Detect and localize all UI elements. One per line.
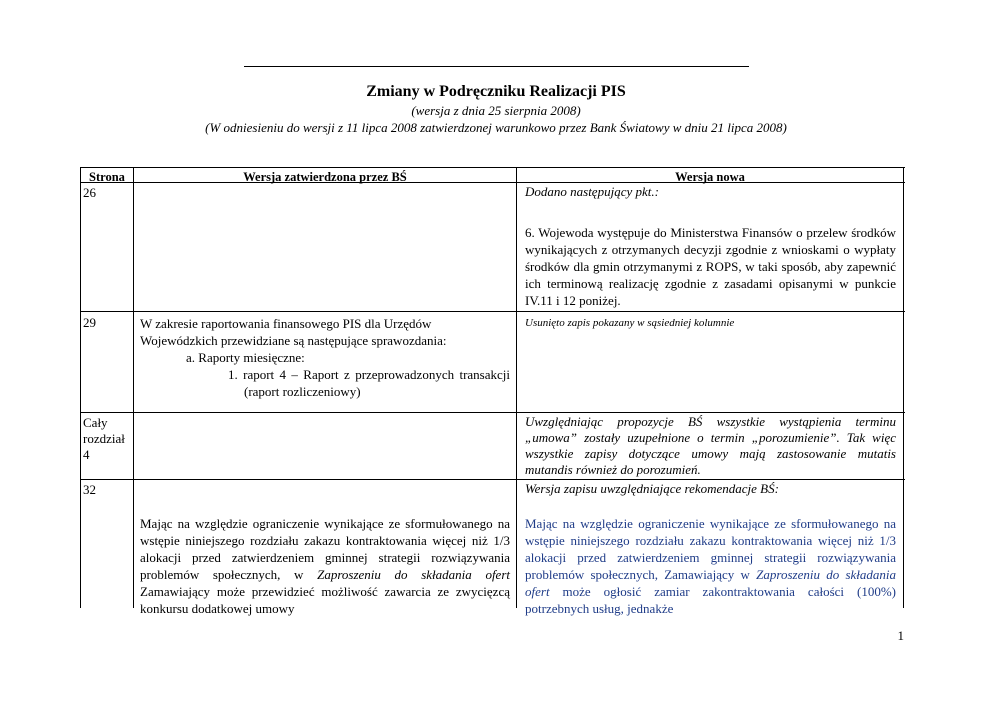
row4-page: 32 xyxy=(83,482,96,497)
row4-new-body-part2: może ogłosić zamiar zakontraktowania całości (100%) potrzebnych usług, jednakże xyxy=(525,584,896,616)
column-header-page: Strona xyxy=(89,170,125,184)
document-subtitle: (wersja z dnia 25 sierpnia 2008) xyxy=(411,103,581,118)
row1-new-body: 6. Wojewoda występuje do Ministerstwa Finansów o przelew środków wynikających z otrzymanych decyzji zgodnie z wnioskami o wypłaty środków dla gmin otrzymanymi z ROPS, w taki sposób, aby zapewnić ich terminową realizację zgodnie z zasadami opisanymi w punkcie IV.11 i 12 poniżej. xyxy=(525,225,896,308)
column-header-approved: Wersja zatwierdzona przez BŚ xyxy=(243,170,407,184)
table-border-left xyxy=(80,168,81,608)
header-rule xyxy=(244,66,749,67)
row2-approved-intro: W zakresie raportowania finansowego PIS dla Urzędów Wojewódzkich przewidziane są następujące sprawozdania: xyxy=(140,316,447,348)
row4-new-body xyxy=(525,515,896,617)
column-divider-1 xyxy=(133,168,134,608)
row2-page: 29 xyxy=(83,315,96,330)
row-divider-2 xyxy=(80,412,905,413)
table-border-right xyxy=(903,168,904,608)
row1-page: 26 xyxy=(83,185,96,200)
row4-new-body-part1: Mając na względzie ograniczenie wynikające ze sformułowanego na wstępie niniejszego rozdziału zakazu kontraktowania więcej niż 1/3 alokacji przed zatwierdzeniem gminnej strategii rozwiązywania problemów społecznych, Zamawiający w xyxy=(525,516,896,582)
changes-table xyxy=(80,167,905,616)
row2-approved-item-a: a. Raporty miesięczne: xyxy=(186,350,305,365)
row3-page: Cały rozdział 4 xyxy=(83,415,125,462)
row1-new-intro: Dodano następujący pkt.: xyxy=(525,184,659,199)
row3-new: Uwzględniając propozycje BŚ wszystkie wystąpienia terminu „umowa” zostały uzupełnione o termin „porozumienie”. Tak więc wszystkie zapisy dotyczące umowy mają zastosowanie mutatis mutandis również do porozumień. xyxy=(525,414,896,477)
row4-approved-body-emphasis: Zaproszeniu do składania ofert xyxy=(317,567,510,582)
document-reference: (W odniesieniu do wersji z 11 lipca 2008 zatwierdzonej warunkowo przez Bank Światowy w dniu 21 lipca 2008) xyxy=(205,120,787,135)
row4-new-body-emphasis: Zaproszeniu do składania ofert xyxy=(525,567,897,599)
row2-new: Usunięto zapis pokazany w sąsiedniej kolumnie xyxy=(525,317,735,329)
column-header-new: Wersja nowa xyxy=(675,170,745,184)
row-divider-3 xyxy=(80,479,905,480)
document-title: Zmiany w Podręczniku Realizacji PIS xyxy=(366,83,626,100)
row4-approved-body xyxy=(140,515,510,617)
page-number: 1 xyxy=(897,628,904,643)
row4-approved-body-part1: Mając na względzie ograniczenie wynikające ze sformułowanego na wstępie niniejszego rozdziału zakazu kontraktowania więcej niż 1/3 alokacji przed zatwierdzeniem gminnej strategii rozwiązywania problemów społecznych, w xyxy=(140,516,510,582)
column-divider-2 xyxy=(516,168,517,608)
row4-new-intro: Wersja zapisu uwzględniające rekomendacje BŚ: xyxy=(525,481,779,496)
row-divider-1 xyxy=(80,311,905,312)
row2-approved-item-1: 1. raport 4 – Raport z przeprowadzonych transakcji (raport rozliczeniowy) xyxy=(228,367,510,399)
row4-approved-body-part2: Zamawiający może przewidzieć możliwość zawarcia ze zwycięzcą konkursu dodatkowej umowy xyxy=(140,584,510,616)
